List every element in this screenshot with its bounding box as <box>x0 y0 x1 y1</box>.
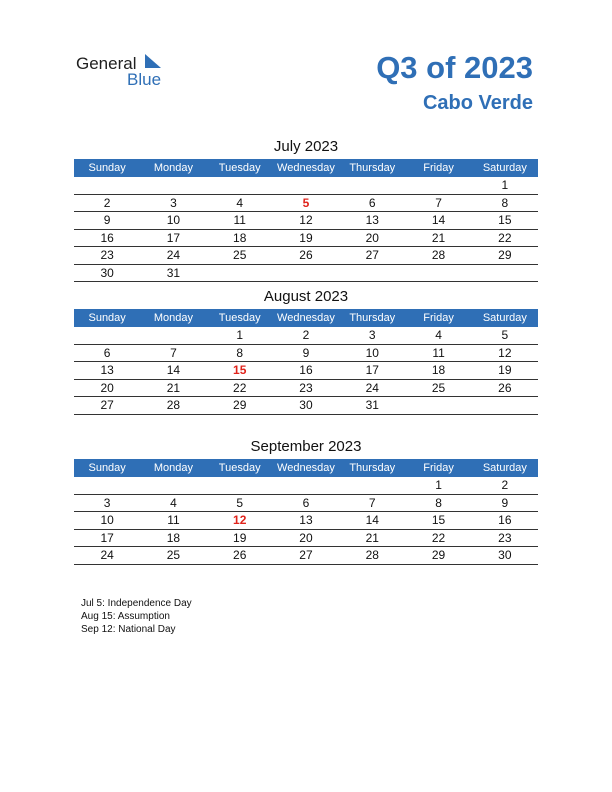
day-cell <box>74 327 140 344</box>
day-cell: 25 <box>431 380 446 395</box>
day-cell <box>207 477 273 494</box>
day-cell: 16 <box>100 230 114 245</box>
week-row <box>74 265 538 283</box>
holiday-note: Aug 15: Assumption <box>81 611 170 622</box>
day-cell: 22 <box>233 380 247 395</box>
day-cell <box>472 265 538 282</box>
weekday-label: Saturday <box>482 462 527 474</box>
day-cell: 17 <box>100 530 114 545</box>
day-cell: 20 <box>100 380 114 395</box>
week-row <box>74 212 538 230</box>
day-cell: 26 <box>299 248 313 262</box>
day-cell: 17 <box>166 230 181 245</box>
day-cell: 21 <box>166 380 181 395</box>
day-cell: 27 <box>100 398 114 412</box>
day-cell: 23 <box>498 530 512 545</box>
week-row <box>74 345 538 363</box>
day-cell: 18 <box>166 530 181 545</box>
day-cell <box>339 265 405 282</box>
day-cell: 3 <box>368 328 376 342</box>
day-cell: 29 <box>431 548 446 562</box>
weeks-grid <box>74 177 538 282</box>
week-row <box>74 547 538 565</box>
day-cell: 12 <box>233 513 247 527</box>
weekday-label: Monday <box>153 162 193 174</box>
day-cell: 29 <box>498 248 512 262</box>
weekday-label: Tuesday <box>218 312 261 324</box>
week-row <box>74 362 538 380</box>
day-cell: 4 <box>435 328 442 342</box>
week-row <box>74 177 538 195</box>
day-cell: 26 <box>233 548 247 562</box>
day-cell: 1 <box>435 478 442 492</box>
month-title: September 2023 <box>250 438 362 455</box>
day-cell: 16 <box>498 513 512 527</box>
week-row <box>74 512 538 530</box>
day-cell: 26 <box>498 380 512 395</box>
holiday-notes <box>81 597 192 636</box>
day-cell: 25 <box>233 248 247 262</box>
day-cell: 13 <box>365 213 379 227</box>
week-row <box>74 477 538 495</box>
day-cell: 5 <box>501 328 509 342</box>
day-cell <box>140 327 206 344</box>
weekday-label: Friday <box>423 462 454 474</box>
weekday-label: Saturday <box>482 162 527 174</box>
week-row <box>74 247 538 265</box>
day-cell: 3 <box>103 495 111 510</box>
day-cell: 10 <box>365 345 379 360</box>
day-cell <box>339 477 405 494</box>
day-cell: 27 <box>299 548 313 562</box>
day-cell: 8 <box>501 195 509 210</box>
day-cell <box>472 397 538 414</box>
day-cell: 24 <box>166 248 181 262</box>
holiday-note: Jul 5: Independence Day <box>81 598 192 609</box>
month-title: July 2023 <box>273 138 339 155</box>
week-row <box>74 230 538 248</box>
logo <box>76 52 176 88</box>
weeks-grid <box>74 327 538 415</box>
day-cell: 2 <box>103 195 111 210</box>
week-row <box>74 495 538 513</box>
day-cell: 23 <box>100 248 114 262</box>
month-july <box>74 137 538 282</box>
week-row <box>74 530 538 548</box>
day-cell: 2 <box>501 478 509 492</box>
day-cell: 19 <box>299 230 313 245</box>
weekday-label: Saturday <box>482 312 527 324</box>
day-cell: 15 <box>233 363 247 377</box>
day-cell <box>74 477 140 494</box>
day-cell: 18 <box>233 230 247 245</box>
day-cell: 28 <box>431 248 446 262</box>
weekday-label: Friday <box>423 312 454 324</box>
day-cell: 6 <box>302 495 310 510</box>
day-cell: 22 <box>431 530 446 545</box>
day-cell: 23 <box>299 380 313 395</box>
month-september <box>74 437 538 565</box>
day-cell: 28 <box>166 398 181 412</box>
day-cell <box>405 265 471 282</box>
day-cell: 5 <box>236 495 244 510</box>
day-cell <box>207 177 273 194</box>
day-cell: 11 <box>432 345 445 360</box>
weekday-label: Thursday <box>349 462 396 474</box>
day-cell <box>140 477 206 494</box>
day-cell: 4 <box>170 495 177 510</box>
weekday-label: Thursday <box>349 162 396 174</box>
weekday-label: Monday <box>153 312 193 324</box>
day-cell: 8 <box>236 345 244 360</box>
weekday-label: Sunday <box>88 312 126 324</box>
weekday-label: Wednesday <box>277 462 335 474</box>
weekday-label: Sunday <box>88 462 126 474</box>
day-cell: 16 <box>299 363 313 377</box>
day-cell: 11 <box>167 513 180 527</box>
day-cell: 21 <box>365 530 379 545</box>
weekday-header <box>74 159 538 177</box>
day-cell: 6 <box>103 345 111 360</box>
weekday-label: Friday <box>423 162 454 174</box>
day-cell: 1 <box>236 328 244 342</box>
weekday-header <box>74 459 538 477</box>
weekday-header <box>74 309 538 327</box>
day-cell <box>273 265 339 282</box>
day-cell: 30 <box>498 548 512 562</box>
day-cell: 18 <box>431 363 446 377</box>
day-cell: 9 <box>501 495 509 510</box>
week-row <box>74 397 538 415</box>
day-cell: 28 <box>365 548 379 562</box>
day-cell: 20 <box>365 230 379 245</box>
day-cell <box>339 177 405 194</box>
logo-triangle-icon <box>143 53 163 69</box>
day-cell: 21 <box>431 230 446 245</box>
logo-blue-text: Blue <box>127 70 162 89</box>
day-cell: 19 <box>498 363 512 377</box>
day-cell: 13 <box>100 363 114 377</box>
day-cell <box>405 177 471 194</box>
day-cell: 31 <box>166 265 181 280</box>
day-cell: 25 <box>166 548 181 562</box>
day-cell <box>273 477 339 494</box>
day-cell <box>207 265 273 282</box>
weeks-grid <box>74 477 538 565</box>
day-cell: 1 <box>501 178 509 192</box>
month-august <box>74 287 538 415</box>
weekday-label: Thursday <box>349 312 396 324</box>
day-cell <box>405 397 471 414</box>
day-cell: 10 <box>166 213 181 227</box>
day-cell: 12 <box>498 345 512 360</box>
day-cell <box>74 177 140 194</box>
day-cell: 4 <box>236 195 244 210</box>
day-cell: 11 <box>233 213 246 227</box>
day-cell: 9 <box>302 345 310 360</box>
day-cell: 20 <box>299 530 313 545</box>
week-row <box>74 380 538 398</box>
day-cell: 5 <box>302 195 310 210</box>
day-cell: 15 <box>498 213 512 227</box>
day-cell: 17 <box>365 363 379 377</box>
day-cell: 31 <box>365 398 379 412</box>
day-cell: 30 <box>299 398 313 412</box>
day-cell: 2 <box>302 328 310 342</box>
day-cell: 14 <box>431 213 446 227</box>
day-cell: 12 <box>299 213 313 227</box>
day-cell: 27 <box>365 248 379 262</box>
day-cell: 3 <box>170 195 177 210</box>
day-cell: 29 <box>233 398 247 412</box>
weekday-label: Monday <box>153 462 193 474</box>
weekday-label: Wednesday <box>277 162 335 174</box>
month-title: August 2023 <box>263 288 349 305</box>
day-cell: 19 <box>233 530 247 545</box>
day-cell: 7 <box>435 195 442 210</box>
day-cell: 22 <box>498 230 512 245</box>
day-cell: 15 <box>431 513 446 527</box>
day-cell: 6 <box>368 195 376 210</box>
day-cell: 30 <box>100 265 114 280</box>
weekday-label: Wednesday <box>277 312 335 324</box>
day-cell: 24 <box>100 548 114 562</box>
day-cell: 7 <box>368 495 376 510</box>
week-row <box>74 195 538 213</box>
country-name: Cabo Verde <box>422 92 533 114</box>
week-row <box>74 327 538 345</box>
day-cell: 7 <box>170 345 177 360</box>
holiday-note: Sep 12: National Day <box>81 624 176 635</box>
day-cell <box>140 177 206 194</box>
day-cell <box>273 177 339 194</box>
logo-general-text: General <box>76 54 137 73</box>
weekday-label: Tuesday <box>218 462 261 474</box>
day-cell: 13 <box>299 513 313 527</box>
day-cell: 10 <box>100 513 114 527</box>
weekday-label: Tuesday <box>218 162 261 174</box>
weekday-label: Sunday <box>88 162 126 174</box>
day-cell: 14 <box>166 363 181 377</box>
day-cell: 8 <box>435 495 442 510</box>
day-cell: 24 <box>365 380 379 395</box>
day-cell: 14 <box>365 513 379 527</box>
day-cell: 9 <box>103 213 111 227</box>
page-title: Q3 of 2023 <box>376 50 533 85</box>
